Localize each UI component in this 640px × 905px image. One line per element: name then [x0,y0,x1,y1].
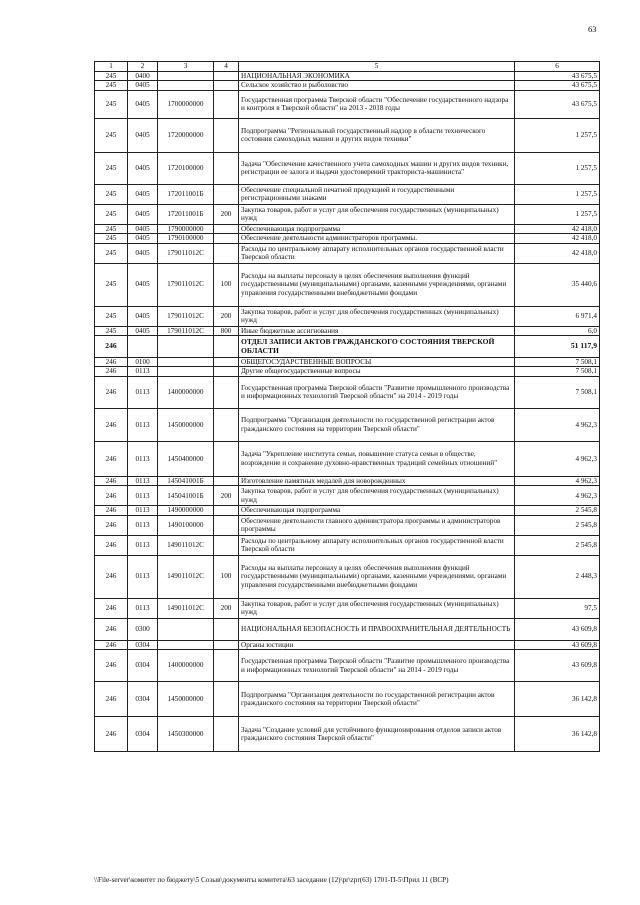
cell-admin-code: 246 [95,441,128,476]
cell-expense-type: 200 [214,306,239,326]
cell-amount: 36 142,8 [515,682,600,717]
cell-target-article: 1450000000 [158,408,214,441]
cell-target-article: 145041001Б [158,486,214,506]
cell-amount: 1 257,5 [515,204,600,224]
cell-expense-type [214,243,239,263]
cell-target-article: 1490000000 [158,506,214,515]
cell-target-article: 1720100000 [158,152,214,184]
cell-section-code: 0113 [128,555,158,598]
cell-admin-code: 245 [95,72,128,81]
cell-target-article: 1790000000 [158,224,214,233]
cell-description: Органы юстиции [239,640,515,649]
cell-amount: 42 418,0 [515,224,600,233]
table-row [95,224,600,233]
cell-expense-type [214,476,239,485]
cell-admin-code: 246 [95,717,128,752]
cell-section-code: 0300 [128,618,158,640]
cell-admin-code: 246 [95,682,128,717]
cell-description: Обеспечивающая подпрограмма [239,224,515,233]
cell-expense-type [214,682,239,717]
cell-target-article: 1450300000 [158,717,214,752]
cell-section-code: 0113 [128,408,158,441]
cell-target-article: 179011012С [158,306,214,326]
cell-admin-code: 246 [95,515,128,535]
cell-expense-type: 200 [214,204,239,224]
cell-target-article: 172011001Б [158,204,214,224]
cell-amount: 6,0 [515,326,600,335]
cell-admin-code: 245 [95,204,128,224]
cell-target-article [158,336,214,358]
table-row [95,184,600,204]
cell-section-code: 0405 [128,263,158,306]
cell-amount: 4 962,3 [515,486,600,506]
cell-expense-type [214,72,239,81]
cell-target-article [158,640,214,649]
cell-amount: 36 142,8 [515,717,600,752]
cell-description: Государственная программа Тверской области "Обеспечение государственного надзора и контроля в Тверской области" на 2013 - 2018 годы [239,90,515,118]
cell-target-article [158,358,214,367]
cell-amount: 4 962,3 [515,408,600,441]
table-row [95,243,600,263]
table-row [95,682,600,717]
cell-amount: 43 675,5 [515,90,600,118]
cell-amount: 1 257,5 [515,184,600,204]
cell-amount: 2 545,8 [515,535,600,555]
budget-table [94,61,600,752]
cell-admin-code: 246 [95,358,128,367]
cell-description: Закупка товаров, работ и услуг для обеспечения государственных (муниципальных) нужд [239,306,515,326]
table-row [95,717,600,752]
cell-admin-code: 246 [95,486,128,506]
cell-expense-type [214,376,239,408]
cell-expense-type [214,618,239,640]
cell-expense-type [214,358,239,367]
cell-description: Другие общегосударственные вопросы [239,367,515,376]
cell-admin-code: 246 [95,618,128,640]
cell-admin-code: 245 [95,224,128,233]
table-row [95,555,600,598]
cell-description: Государственная программа Тверской области "Развитие промышленного производства и информационных технологий Тверской области" на 2014 - 2019 годы [239,376,515,408]
cell-description: Расходы по центральному аппарату исполнительных органов государственной власти Тверской области [239,535,515,555]
cell-amount: 7 508,1 [515,367,600,376]
column-header: 3 [158,62,214,72]
table-row [95,476,600,485]
cell-description: Закупка товаров, работ и услуг для обеспечения государственных (муниципальных) нужд [239,598,515,618]
table-row [95,90,600,118]
cell-amount: 7 508,1 [515,376,600,408]
cell-target-article: 145041001Б [158,476,214,485]
cell-target-article: 149011012С [158,598,214,618]
cell-amount: 2 545,8 [515,506,600,515]
table-row [95,640,600,649]
table-row [95,408,600,441]
cell-admin-code: 246 [95,376,128,408]
cell-amount: 51 117,9 [515,336,600,358]
table-row [95,650,600,682]
table-row [95,486,600,506]
cell-description: НАЦИОНАЛЬНАЯ БЕЗОПАСНОСТЬ И ПРАВООХРАНИТЕЛЬНАЯ ДЕЯТЕЛЬНОСТЬ [239,618,515,640]
cell-target-article [158,618,214,640]
cell-target-article: 179011012С [158,326,214,335]
cell-description: Задача "Укрепление института семьи, повышение статуса семьи в обществе, возрождение и сохранение духовно-нравственных традиций семейных отношений" [239,441,515,476]
cell-description: Обеспечение деятельности главного администратора программы и администраторов программы [239,515,515,535]
cell-section-code: 0304 [128,640,158,649]
cell-target-article [158,367,214,376]
cell-expense-type [214,717,239,752]
cell-amount: 42 418,0 [515,234,600,243]
cell-amount: 1 257,5 [515,118,600,152]
cell-admin-code: 245 [95,326,128,335]
cell-expense-type: 100 [214,555,239,598]
cell-amount: 43 675,5 [515,81,600,90]
cell-expense-type [214,367,239,376]
table-row [95,81,600,90]
cell-target-article: 179011012С [158,263,214,306]
cell-expense-type [214,441,239,476]
table-row [95,234,600,243]
column-header: 6 [515,62,600,72]
cell-section-code: 0405 [128,152,158,184]
cell-admin-code: 246 [95,367,128,376]
cell-amount: 35 440,6 [515,263,600,306]
column-header: 5 [239,62,515,72]
cell-admin-code: 245 [95,234,128,243]
cell-admin-code: 245 [95,118,128,152]
cell-section-code: 0113 [128,598,158,618]
table-row [95,263,600,306]
cell-target-article: 1720000000 [158,118,214,152]
table-row [95,306,600,326]
cell-target-article: 1450000000 [158,682,214,717]
cell-section-code: 0405 [128,184,158,204]
cell-admin-code: 246 [95,598,128,618]
cell-section-code [128,336,158,358]
cell-expense-type [214,506,239,515]
cell-amount: 43 609,8 [515,640,600,649]
cell-description: Государственная программа Тверской области "Развитие промышленного производства и информационных технологий Тверской области" на 2014 - 2019 годы [239,650,515,682]
cell-expense-type [214,336,239,358]
cell-description: Задача "Создание условий для устойчивого функционирования отделов записи актов гражданского состояния Тверской области" [239,717,515,752]
cell-admin-code: 246 [95,555,128,598]
cell-target-article: 179011012С [158,243,214,263]
cell-amount: 43 609,8 [515,650,600,682]
cell-expense-type [214,234,239,243]
cell-amount: 7 508,1 [515,358,600,367]
cell-section-code: 0405 [128,204,158,224]
cell-description: Расходы на выплаты персоналу в целях обеспечения выполнения функций государственными (муниципальными) органами, казенными учреждениями, органами управления государственными внебюджетными фондами [239,263,515,306]
cell-admin-code: 246 [95,506,128,515]
cell-section-code: 0113 [128,441,158,476]
cell-target-article: 1790100000 [158,234,214,243]
column-header: 1 [95,62,128,72]
cell-section-code: 0304 [128,717,158,752]
cell-section-code: 0405 [128,243,158,263]
cell-expense-type [214,152,239,184]
table-row [95,376,600,408]
table-row [95,336,600,358]
cell-description: Изготовление памятных медалей для новорожденных [239,476,515,485]
cell-expense-type [214,515,239,535]
cell-admin-code: 245 [95,184,128,204]
cell-amount: 4 962,3 [515,476,600,485]
cell-section-code: 0405 [128,118,158,152]
cell-amount: 6 971,4 [515,306,600,326]
column-header: 4 [214,62,239,72]
cell-admin-code: 245 [95,243,128,263]
cell-description: Подпрограмма "Организация деятельности по государственной регистрации актов гражданского состояния на территории Тверской области" [239,682,515,717]
cell-section-code: 0100 [128,358,158,367]
cell-description: Обеспечение специальной печатной продукцией и государственными регистрационными знаками [239,184,515,204]
cell-section-code: 0113 [128,535,158,555]
cell-expense-type: 800 [214,326,239,335]
cell-admin-code: 246 [95,535,128,555]
table-row [95,506,600,515]
cell-admin-code: 245 [95,90,128,118]
cell-admin-code: 245 [95,152,128,184]
cell-amount: 2 448,3 [515,555,600,598]
cell-section-code: 0113 [128,367,158,376]
cell-expense-type [214,81,239,90]
cell-expense-type: 200 [214,598,239,618]
cell-admin-code: 245 [95,81,128,90]
cell-admin-code: 245 [95,263,128,306]
cell-target-article: 1450400000 [158,441,214,476]
cell-description: Закупка товаров, работ и услуг для обеспечения государственных (муниципальных) нужд [239,204,515,224]
cell-section-code: 0113 [128,515,158,535]
cell-target-article: 149011012С [158,555,214,598]
cell-section-code: 0405 [128,224,158,233]
cell-section-code: 0405 [128,234,158,243]
cell-admin-code: 246 [95,408,128,441]
cell-admin-code: 246 [95,476,128,485]
cell-description: ОТДЕЛ ЗАПИСИ АКТОВ ГРАЖДАНСКОГО СОСТОЯНИЯ ТВЕРСКОЙ ОБЛАСТИ [239,336,515,358]
cell-target-article: 1700000000 [158,90,214,118]
table-row [95,204,600,224]
cell-target-article: 1400000000 [158,376,214,408]
cell-target-article [158,72,214,81]
cell-section-code: 0405 [128,326,158,335]
cell-admin-code: 246 [95,336,128,358]
cell-expense-type [214,184,239,204]
table-row [95,358,600,367]
cell-target-article: 172011001Б [158,184,214,204]
cell-description: Обеспечение деятельности администраторов программы. [239,234,515,243]
column-header: 2 [128,62,158,72]
cell-section-code: 0113 [128,506,158,515]
cell-section-code: 0405 [128,81,158,90]
cell-expense-type [214,224,239,233]
table-row [95,367,600,376]
cell-description: Расходы на выплаты персоналу в целях обеспечения выполнения функций государственными (муниципальными) органами, казенными учреждениями, органами управления государственными внебюджетными фондами [239,555,515,598]
cell-amount: 2 545,8 [515,515,600,535]
table-row [95,118,600,152]
table-header-row [95,62,600,72]
table-row [95,535,600,555]
cell-expense-type [214,118,239,152]
cell-amount: 43 675,5 [515,72,600,81]
cell-description: Сельское хозяйство и рыболовство [239,81,515,90]
cell-expense-type [214,90,239,118]
cell-amount: 4 962,3 [515,441,600,476]
cell-expense-type: 100 [214,263,239,306]
cell-section-code: 0113 [128,486,158,506]
footer-file-path: \\File-server\комитет по бюджету\5 Созыв\документы комитета\63 заседание (12)\pr\zpr(63) 1701-П-5\Прил 11 (ВСР) [94,876,449,884]
cell-target-article: 149011012С [158,535,214,555]
cell-description: Подпрограмма "Региональный государственный надзор в области технического состояния самоходных машин и других видов техники" [239,118,515,152]
cell-section-code: 0400 [128,72,158,81]
cell-admin-code: 246 [95,650,128,682]
cell-amount: 97,5 [515,598,600,618]
table-row [95,441,600,476]
cell-amount: 42 418,0 [515,243,600,263]
table-row [95,618,600,640]
cell-expense-type [214,535,239,555]
cell-target-article [158,81,214,90]
cell-amount: 1 257,5 [515,152,600,184]
cell-section-code: 0304 [128,650,158,682]
cell-expense-type [214,650,239,682]
cell-section-code: 0405 [128,306,158,326]
cell-admin-code: 245 [95,306,128,326]
table-body [95,72,600,752]
cell-description: Подпрограмма "Организация деятельности по государственной регистрации актов гражданского состояния на территории Тверской области" [239,408,515,441]
cell-expense-type [214,408,239,441]
cell-amount: 43 609,8 [515,618,600,640]
cell-section-code: 0304 [128,682,158,717]
cell-description: Расходы по центральному аппарату исполнительных органов государственной власти Тверской области [239,243,515,263]
cell-description: Закупка товаров, работ и услуг для обеспечения государственных (муниципальных) нужд [239,486,515,506]
cell-target-article: 1400000000 [158,650,214,682]
cell-description: Задача "Обеспечение качественного учета самоходных машин и других видов техники, регистрации ее залога и выдачи удостоверений тракториста-машиниста" [239,152,515,184]
cell-target-article: 1490100000 [158,515,214,535]
table-row [95,515,600,535]
table-row [95,598,600,618]
cell-description: НАЦИОНАЛЬНАЯ ЭКОНОМИКА [239,72,515,81]
cell-section-code: 0113 [128,476,158,485]
cell-expense-type: 200 [214,486,239,506]
table-row [95,72,600,81]
cell-description: Обеспечивающая подпрограмма [239,506,515,515]
cell-description: ОБЩЕГОСУДАРСТВЕННЫЕ ВОПРОСЫ [239,358,515,367]
cell-section-code: 0113 [128,376,158,408]
cell-admin-code: 246 [95,640,128,649]
table-row [95,152,600,184]
cell-description: Иные бюджетные ассигнования [239,326,515,335]
cell-section-code: 0405 [128,90,158,118]
table-row [95,326,600,335]
page-number: 63 [588,24,597,34]
cell-expense-type [214,640,239,649]
